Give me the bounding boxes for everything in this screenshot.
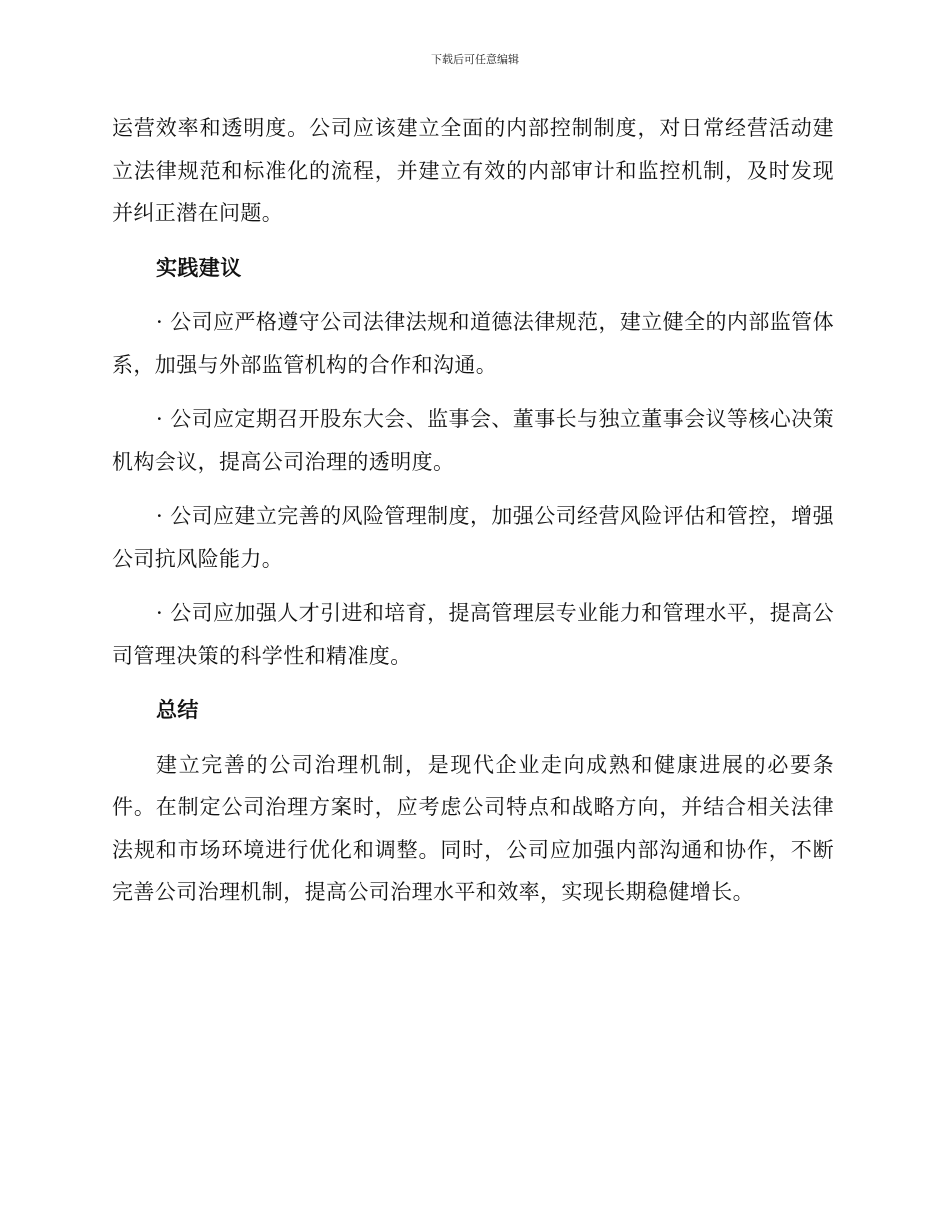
practice-item: · 公司应定期召开股东大会、监事会、董事长与独立董事会议等核心决策机构会议，提高公司治理的透明度。 <box>112 407 834 474</box>
document-body <box>112 107 834 914</box>
practice-item: · 公司应建立完善的风险管理制度，加强公司经营风险评估和管控，增强公司抗风险能力。 <box>112 504 834 571</box>
summary-paragraph: 建立完善的公司治理机制，是现代企业走向成熟和健康进展的必要条件。在制定公司治理方案时，应考虑公司特点和战略方向，并结合相关法律法规和市场环境进行优化和调整。同时，公司应加强内部沟通和协作，不断完善公司治理机制，提高公司治理水平和效率，实现长期稳健增长。 <box>112 752 834 904</box>
page-header: 下载后可任意编辑 <box>431 53 519 66</box>
section-heading-summary: 总结 <box>156 698 199 722</box>
practice-item: · 公司应加强人才引进和培育，提高管理层专业能力和管理水平，提高公司管理决策的科学性和精准度。 <box>112 601 834 668</box>
intro-paragraph: 运营效率和透明度。公司应该建立全面的内部控制制度，对日常经营活动建立法律规范和标准化的流程，并建立有效的内部审计和监控机制，及时发现并纠正潜在问题。 <box>112 116 834 225</box>
section-heading-practice: 实践建议 <box>156 255 242 280</box>
practice-item: · 公司应严格遵守公司法律法规和道德法律规范，建立健全的内部监管体系，加强与外部监管机构的合作和沟通。 <box>112 310 834 377</box>
